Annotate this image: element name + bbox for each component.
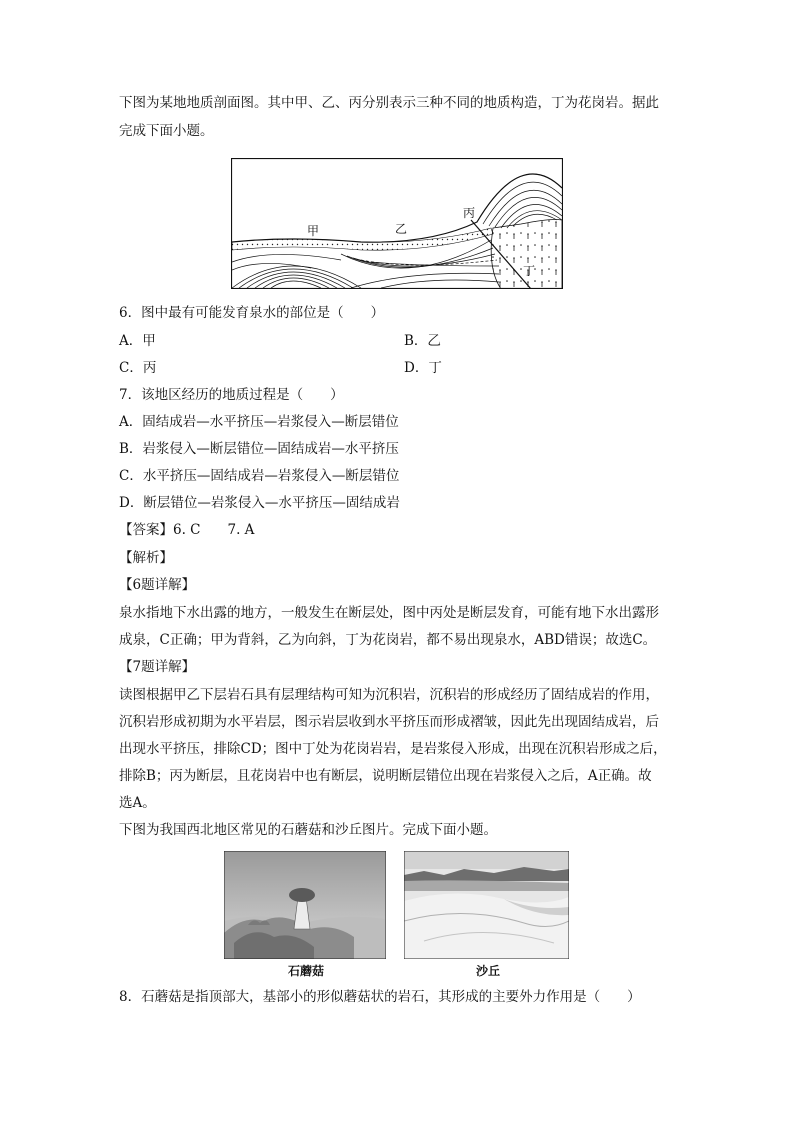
label-yi: 乙: [395, 222, 408, 236]
detail6-title: 【6题详解】: [119, 577, 196, 593]
q6-option-a: A．甲: [119, 333, 156, 349]
detail7-title: 【7题详解】: [119, 659, 196, 675]
label-jia: 甲: [307, 224, 320, 238]
label-ding: 丁: [523, 264, 536, 278]
answer-line: 【答案】6. C 7. A: [119, 522, 255, 538]
sand-dune-image: [404, 851, 569, 959]
sand-dune-photo: [404, 851, 569, 959]
detail7-line-5: 选A。: [119, 795, 156, 811]
q6-stem: 6．图中最有可能发育泉水的部位是（ ）: [119, 305, 385, 321]
q6-option-b: B．乙: [404, 333, 441, 349]
geologic-section-figure: [231, 158, 563, 289]
q6-option-c: C．丙: [119, 360, 157, 376]
detail7-line-1: 读图根据甲乙下层岩石具有层理结构可知为沉积岩，沉积岩的形成经历了固结成岩的作用，: [119, 687, 659, 703]
detail7-line-4: 排除B；丙为断层，且花岗岩中也有断层，说明断层错位出现在岩浆侵入之后，A正确。故: [119, 768, 652, 784]
mushroom-rock-image: [224, 851, 386, 959]
detail7-line-3: 出现水平挤压，排除CD；图中丁处为花岗岩岩，是岩浆侵入形成，出现在沉积岩形成之后，: [119, 741, 667, 757]
mushroom-rock-photo: [224, 851, 386, 959]
dune-caption: 沙丘: [476, 964, 501, 978]
analysis-title: 【解析】: [119, 550, 173, 566]
mushroom-caption: 石蘑菇: [288, 964, 325, 978]
q7-stem: 7．该地区经历的地质过程是（ ）: [119, 387, 344, 403]
detail7-line-2: 沉积岩形成初期为水平岩层，图示岩层收到水平挤压而形成褶皱，因此先出现固结成岩，后: [119, 714, 659, 730]
intro2-line: 下图为我国西北地区常见的石蘑菇和沙丘图片。完成下面小题。: [119, 822, 497, 838]
q7-option-b: B．岩浆侵入—断层错位—固结成岩—水平挤压: [119, 441, 399, 457]
q7-option-c: C．水平挤压—固结成岩—岩浆侵入—断层错位: [119, 468, 400, 484]
q6-option-d: D．丁: [404, 360, 442, 376]
intro-line-1: 下图为某地地质剖面图。其中甲、乙、丙分别表示三种不同的地质构造，丁为花岗岩。据此: [119, 95, 659, 111]
q8-stem: 8．石蘑菇是指顶部大，基部小的形似蘑菇状的岩石，其形成的主要外力作用是（ ）: [119, 989, 641, 1005]
q7-option-a: A．固结成岩—水平挤压—岩浆侵入—断层错位: [119, 414, 399, 430]
q7-option-d: D．断层错位—岩浆侵入—水平挤压—固结成岩: [119, 495, 400, 511]
label-bing: 丙: [463, 206, 476, 220]
detail6-line-1: 泉水指地下水出露的地方，一般发生在断层处，图中丙处是断层发育，可能有地下水出露形: [119, 605, 659, 621]
detail6-line-2: 成泉，C正确；甲为背斜，乙为向斜，丁为花岗岩，都不易出现泉水，ABD错误；故选C。: [119, 632, 657, 648]
intro-line-2: 完成下面小题。: [119, 123, 214, 139]
